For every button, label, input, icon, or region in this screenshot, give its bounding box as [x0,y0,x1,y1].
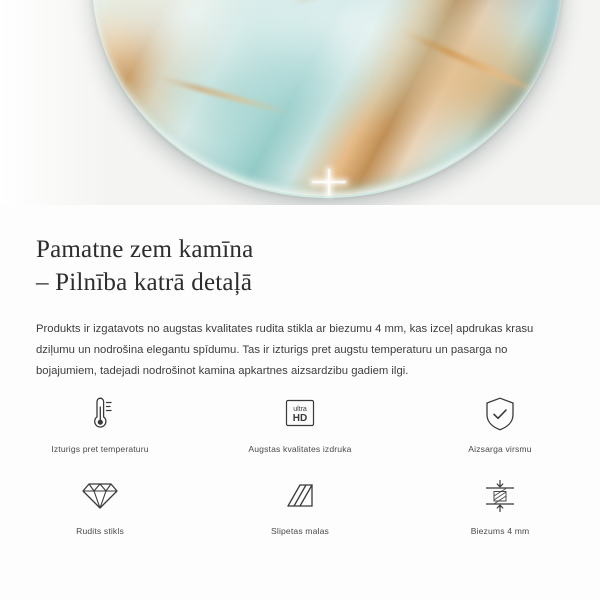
feature-label: Izturigs pret temperaturu [51,444,149,454]
ultra-hd-icon [280,393,320,435]
product-description: Produkts ir izgatavots no augstas kvalitates rudita stikla ar biezumu 4 mm, kas izceļ apdrukas krasu dziļumu un nodrošina elegantu spīdumu. Tas ir izturigs pret augstu temperaturu un pasarga no bojajumiem, tadejadi nodrošinot kamina apkartnes aizsardzibu gadiem ilgi. [36,323,534,377]
feature-item-polished-edges [200,475,400,557]
page-title [36,233,556,299]
headline-line-2: – Pilnība katrā detaļā [36,269,253,296]
content-block [0,205,600,382]
glass-panel-image [92,0,562,196]
feature-item-thickness [400,475,600,557]
svg-text:HD: HD [292,413,308,424]
feature-item-surface-protection [400,393,600,475]
hero-left-fade [0,0,110,205]
feature-item-print-quality [200,393,400,475]
feature-label: Rudits stikls [76,526,124,536]
feature-label: Augstas kvalitates izdruka [248,444,352,454]
feature-item-temperature [0,393,200,475]
hero-image [0,0,600,205]
thickness-icon [480,475,520,517]
feature-label: Aizsarga virsmu [468,444,532,454]
headline-line-1: Pamatne zem kamīna [36,236,254,263]
svg-text:ultra: ultra [293,406,307,413]
thermometer-icon [85,393,115,435]
feature-grid [0,393,600,557]
shield-check-icon [483,393,517,435]
diamond-icon [81,475,119,517]
polished-edges-icon [283,475,317,517]
feature-label: Biezums 4 mm [470,526,530,536]
feature-label: Slipetas malas [271,526,329,536]
feature-item-tempered-glass [0,475,200,557]
